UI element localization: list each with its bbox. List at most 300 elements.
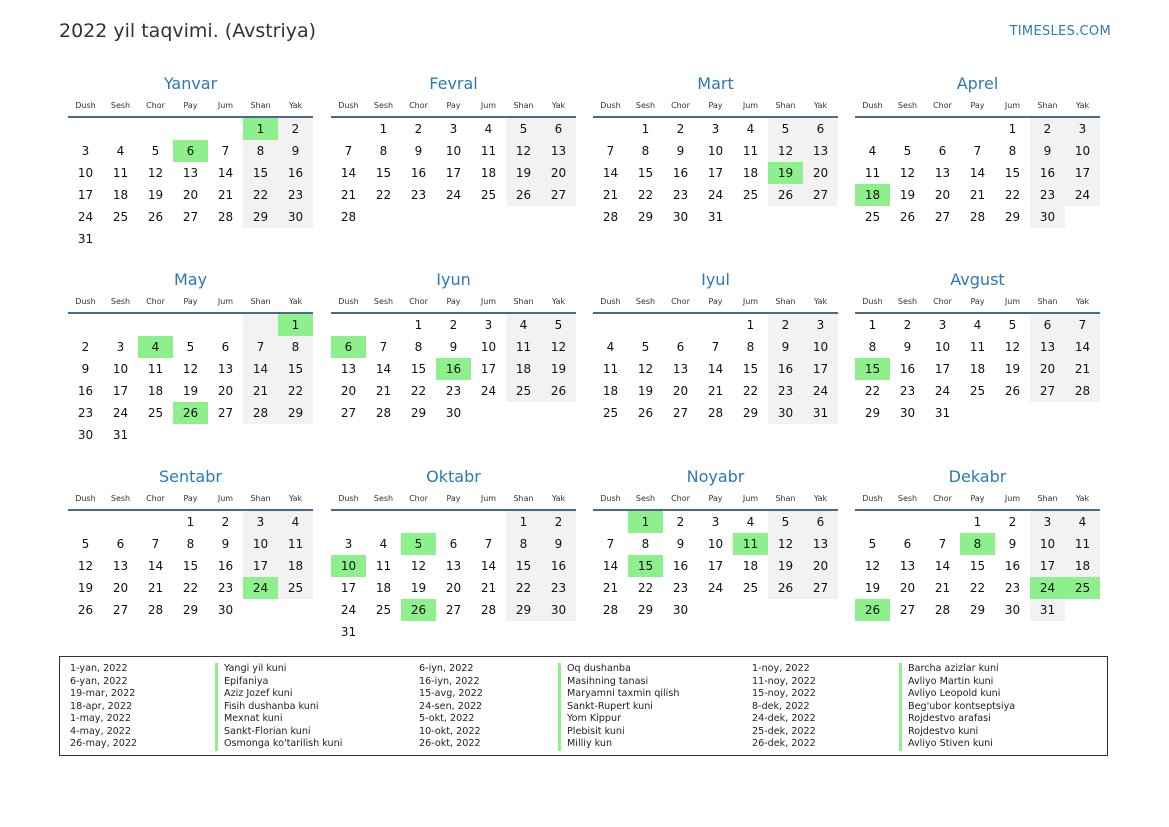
day-cell[interactable]: 9: [221, 537, 230, 551]
day-cell[interactable]: 9: [541, 533, 576, 555]
day-cell[interactable]: 7: [151, 537, 160, 551]
day-cell[interactable]: 17: [480, 362, 497, 376]
day-cell[interactable]: 27: [182, 210, 199, 224]
day-cell[interactable]: 12: [410, 559, 427, 573]
day-cell[interactable]: 1: [414, 318, 423, 332]
day-cell[interactable]: 24: [340, 603, 357, 617]
day-cell[interactable]: 2: [414, 122, 423, 136]
day-cell[interactable]: 13: [217, 362, 234, 376]
day-cell[interactable]: 1: [973, 515, 982, 529]
day-cell[interactable]: 14: [707, 362, 724, 376]
holiday-day-cell[interactable]: 16: [436, 358, 471, 380]
day-cell[interactable]: 12: [182, 362, 199, 376]
day-cell[interactable]: 31: [1030, 599, 1065, 621]
day-cell[interactable]: 9: [903, 340, 912, 354]
day-cell[interactable]: 28: [602, 603, 619, 617]
day-cell[interactable]: 3: [344, 537, 353, 551]
day-cell[interactable]: 16: [541, 555, 576, 577]
day-cell[interactable]: 18: [1065, 555, 1100, 577]
day-cell[interactable]: 4: [379, 537, 388, 551]
holiday-day-cell[interactable]: 18: [855, 184, 890, 206]
day-cell[interactable]: 14: [375, 362, 392, 376]
day-cell[interactable]: 15: [506, 555, 541, 577]
day-cell[interactable]: 8: [641, 537, 650, 551]
day-cell[interactable]: 4: [973, 318, 982, 332]
day-cell[interactable]: 31: [803, 402, 838, 424]
day-cell[interactable]: 24: [803, 380, 838, 402]
day-cell[interactable]: 25: [112, 210, 129, 224]
day-cell[interactable]: 6: [803, 118, 838, 140]
day-cell[interactable]: 6: [903, 537, 912, 551]
day-cell[interactable]: 27: [899, 603, 916, 617]
day-cell[interactable]: 28: [217, 210, 234, 224]
day-cell[interactable]: 12: [147, 166, 164, 180]
day-cell[interactable]: 20: [803, 555, 838, 577]
day-cell[interactable]: 25: [278, 577, 313, 599]
day-cell[interactable]: 12: [1004, 340, 1021, 354]
day-cell[interactable]: 22: [278, 380, 313, 402]
day-cell[interactable]: 11: [480, 144, 497, 158]
day-cell[interactable]: 16: [410, 166, 427, 180]
day-cell[interactable]: 2: [676, 515, 685, 529]
day-cell[interactable]: 21: [243, 380, 278, 402]
day-cell[interactable]: 28: [707, 406, 724, 420]
day-cell[interactable]: 2: [221, 515, 230, 529]
day-cell[interactable]: 23: [445, 384, 462, 398]
day-cell[interactable]: 4: [606, 340, 615, 354]
day-cell[interactable]: 19: [77, 581, 94, 595]
day-cell[interactable]: 21: [707, 384, 724, 398]
day-cell[interactable]: 1: [868, 318, 877, 332]
day-cell[interactable]: 17: [707, 166, 724, 180]
day-cell[interactable]: 20: [934, 188, 951, 202]
day-cell[interactable]: 21: [217, 188, 234, 202]
day-cell[interactable]: 15: [969, 559, 986, 573]
day-cell[interactable]: 9: [278, 140, 313, 162]
day-cell[interactable]: 22: [375, 188, 392, 202]
holiday-day-cell[interactable]: 1: [628, 511, 663, 533]
day-cell[interactable]: 10: [707, 144, 724, 158]
day-cell[interactable]: 23: [1030, 184, 1065, 206]
day-cell[interactable]: 17: [1030, 555, 1065, 577]
day-cell[interactable]: 20: [899, 581, 916, 595]
day-cell[interactable]: 18: [506, 358, 541, 380]
day-cell[interactable]: 8: [186, 537, 195, 551]
day-cell[interactable]: 8: [506, 533, 541, 555]
day-cell[interactable]: 3: [1065, 118, 1100, 140]
day-cell[interactable]: 23: [768, 380, 803, 402]
day-cell[interactable]: 27: [672, 406, 689, 420]
day-cell[interactable]: 5: [541, 314, 576, 336]
holiday-day-cell[interactable]: 5: [401, 533, 436, 555]
day-cell[interactable]: 28: [243, 402, 278, 424]
day-cell[interactable]: 20: [541, 162, 576, 184]
day-cell[interactable]: 5: [768, 511, 803, 533]
holiday-day-cell[interactable]: 24: [1030, 577, 1065, 599]
day-cell[interactable]: 31: [934, 406, 951, 420]
day-cell[interactable]: 7: [484, 537, 493, 551]
day-cell[interactable]: 15: [1004, 166, 1021, 180]
day-cell[interactable]: 8: [278, 336, 313, 358]
day-cell[interactable]: 29: [182, 603, 199, 617]
day-cell[interactable]: 16: [1030, 162, 1065, 184]
day-cell[interactable]: 2: [541, 511, 576, 533]
holiday-day-cell[interactable]: 11: [733, 533, 768, 555]
day-cell[interactable]: 9: [768, 336, 803, 358]
day-cell[interactable]: 14: [217, 166, 234, 180]
day-cell[interactable]: 26: [768, 577, 803, 599]
day-cell[interactable]: 2: [449, 318, 458, 332]
day-cell[interactable]: 15: [243, 162, 278, 184]
day-cell[interactable]: 12: [768, 140, 803, 162]
day-cell[interactable]: 22: [969, 581, 986, 595]
day-cell[interactable]: 22: [742, 384, 759, 398]
day-cell[interactable]: 2: [676, 122, 685, 136]
day-cell[interactable]: 18: [278, 555, 313, 577]
day-cell[interactable]: 11: [112, 166, 129, 180]
day-cell[interactable]: 21: [934, 581, 951, 595]
day-cell[interactable]: 20: [182, 188, 199, 202]
day-cell[interactable]: 6: [938, 144, 947, 158]
day-cell[interactable]: 4: [868, 144, 877, 158]
day-cell[interactable]: 25: [864, 210, 881, 224]
day-cell[interactable]: 29: [243, 206, 278, 228]
day-cell[interactable]: 11: [969, 340, 986, 354]
day-cell[interactable]: 7: [938, 537, 947, 551]
day-cell[interactable]: 13: [541, 140, 576, 162]
day-cell[interactable]: 1: [746, 318, 755, 332]
day-cell[interactable]: 12: [864, 559, 881, 573]
day-cell[interactable]: 20: [803, 162, 838, 184]
day-cell[interactable]: 21: [340, 188, 357, 202]
day-cell[interactable]: 6: [1030, 314, 1065, 336]
day-cell[interactable]: 26: [506, 184, 541, 206]
day-cell[interactable]: 18: [480, 166, 497, 180]
day-cell[interactable]: 29: [506, 599, 541, 621]
day-cell[interactable]: 7: [221, 144, 230, 158]
day-cell[interactable]: 27: [934, 210, 951, 224]
day-cell[interactable]: 11: [742, 144, 759, 158]
day-cell[interactable]: 10: [1030, 533, 1065, 555]
day-cell[interactable]: 20: [672, 384, 689, 398]
day-cell[interactable]: 13: [672, 362, 689, 376]
day-cell[interactable]: 28: [340, 210, 357, 224]
holiday-day-cell[interactable]: 1: [243, 118, 278, 140]
day-cell[interactable]: 20: [217, 384, 234, 398]
day-cell[interactable]: 8: [868, 340, 877, 354]
day-cell[interactable]: 7: [243, 336, 278, 358]
day-cell[interactable]: 5: [1008, 318, 1017, 332]
day-cell[interactable]: 2: [81, 340, 90, 354]
day-cell[interactable]: 16: [1004, 559, 1021, 573]
day-cell[interactable]: 2: [278, 118, 313, 140]
day-cell[interactable]: 8: [243, 140, 278, 162]
day-cell[interactable]: 4: [506, 314, 541, 336]
day-cell[interactable]: 21: [147, 581, 164, 595]
day-cell[interactable]: 24: [934, 384, 951, 398]
day-cell[interactable]: 16: [278, 162, 313, 184]
day-cell[interactable]: 21: [375, 384, 392, 398]
day-cell[interactable]: 13: [445, 559, 462, 573]
day-cell[interactable]: 29: [410, 406, 427, 420]
day-cell[interactable]: 10: [445, 144, 462, 158]
day-cell[interactable]: 13: [182, 166, 199, 180]
day-cell[interactable]: 6: [803, 511, 838, 533]
day-cell[interactable]: 2: [768, 314, 803, 336]
day-cell[interactable]: 4: [746, 515, 755, 529]
day-cell[interactable]: 18: [969, 362, 986, 376]
day-cell[interactable]: 14: [243, 358, 278, 380]
day-cell[interactable]: 28: [375, 406, 392, 420]
day-cell[interactable]: 6: [541, 118, 576, 140]
day-cell[interactable]: 26: [768, 184, 803, 206]
day-cell[interactable]: 17: [934, 362, 951, 376]
day-cell[interactable]: 18: [375, 581, 392, 595]
day-cell[interactable]: 10: [112, 362, 129, 376]
day-cell[interactable]: 11: [278, 533, 313, 555]
day-cell[interactable]: 30: [217, 603, 234, 617]
day-cell[interactable]: 19: [899, 188, 916, 202]
holiday-day-cell[interactable]: 6: [173, 140, 208, 162]
day-cell[interactable]: 30: [541, 599, 576, 621]
day-cell[interactable]: 11: [864, 166, 881, 180]
day-cell[interactable]: 14: [934, 559, 951, 573]
day-cell[interactable]: 5: [868, 537, 877, 551]
day-cell[interactable]: 21: [602, 188, 619, 202]
day-cell[interactable]: 12: [77, 559, 94, 573]
day-cell[interactable]: 9: [676, 537, 685, 551]
day-cell[interactable]: 25: [742, 188, 759, 202]
day-cell[interactable]: 24: [1065, 184, 1100, 206]
day-cell[interactable]: 19: [637, 384, 654, 398]
day-cell[interactable]: 27: [803, 577, 838, 599]
day-cell[interactable]: 12: [899, 166, 916, 180]
day-cell[interactable]: 7: [1065, 314, 1100, 336]
day-cell[interactable]: 10: [77, 166, 94, 180]
day-cell[interactable]: 17: [77, 188, 94, 202]
day-cell[interactable]: 23: [77, 406, 94, 420]
day-cell[interactable]: 5: [641, 340, 650, 354]
day-cell[interactable]: 20: [340, 384, 357, 398]
day-cell[interactable]: 17: [707, 559, 724, 573]
day-cell[interactable]: 3: [484, 318, 493, 332]
day-cell[interactable]: 10: [1065, 140, 1100, 162]
day-cell[interactable]: 3: [803, 314, 838, 336]
day-cell[interactable]: 22: [637, 188, 654, 202]
holiday-day-cell[interactable]: 10: [331, 555, 366, 577]
day-cell[interactable]: 31: [340, 625, 357, 639]
day-cell[interactable]: 28: [1065, 380, 1100, 402]
day-cell[interactable]: 31: [77, 232, 94, 246]
day-cell[interactable]: 15: [278, 358, 313, 380]
day-cell[interactable]: 15: [182, 559, 199, 573]
day-cell[interactable]: 23: [410, 188, 427, 202]
day-cell[interactable]: 23: [899, 384, 916, 398]
day-cell[interactable]: 25: [602, 406, 619, 420]
day-cell[interactable]: 29: [278, 402, 313, 424]
day-cell[interactable]: 6: [676, 340, 685, 354]
holiday-day-cell[interactable]: 4: [138, 336, 173, 358]
day-cell[interactable]: 23: [217, 581, 234, 595]
day-cell[interactable]: 30: [445, 406, 462, 420]
day-cell[interactable]: 10: [934, 340, 951, 354]
day-cell[interactable]: 23: [1004, 581, 1021, 595]
day-cell[interactable]: 30: [899, 406, 916, 420]
day-cell[interactable]: 23: [672, 188, 689, 202]
day-cell[interactable]: 16: [77, 384, 94, 398]
day-cell[interactable]: 27: [803, 184, 838, 206]
day-cell[interactable]: 8: [414, 340, 423, 354]
day-cell[interactable]: 13: [803, 533, 838, 555]
day-cell[interactable]: 20: [445, 581, 462, 595]
day-cell[interactable]: 29: [637, 603, 654, 617]
day-cell[interactable]: 17: [1065, 162, 1100, 184]
day-cell[interactable]: 1: [379, 122, 388, 136]
day-cell[interactable]: 6: [116, 537, 125, 551]
day-cell[interactable]: 18: [147, 384, 164, 398]
day-cell[interactable]: 1: [641, 122, 650, 136]
day-cell[interactable]: 10: [243, 533, 278, 555]
day-cell[interactable]: 24: [112, 406, 129, 420]
day-cell[interactable]: 25: [742, 581, 759, 595]
day-cell[interactable]: 10: [480, 340, 497, 354]
day-cell[interactable]: 5: [186, 340, 195, 354]
day-cell[interactable]: 18: [112, 188, 129, 202]
day-cell[interactable]: 14: [602, 559, 619, 573]
holiday-day-cell[interactable]: 6: [331, 336, 366, 358]
day-cell[interactable]: 22: [637, 581, 654, 595]
day-cell[interactable]: 18: [742, 559, 759, 573]
day-cell[interactable]: 8: [746, 340, 755, 354]
day-cell[interactable]: 19: [506, 162, 541, 184]
day-cell[interactable]: 2: [1008, 515, 1017, 529]
day-cell[interactable]: 4: [746, 122, 755, 136]
day-cell[interactable]: 9: [81, 362, 90, 376]
day-cell[interactable]: 30: [278, 206, 313, 228]
day-cell[interactable]: 17: [340, 581, 357, 595]
day-cell[interactable]: 21: [1065, 358, 1100, 380]
day-cell[interactable]: 6: [221, 340, 230, 354]
day-cell[interactable]: 27: [445, 603, 462, 617]
day-cell[interactable]: 9: [414, 144, 423, 158]
day-cell[interactable]: 30: [1004, 603, 1021, 617]
day-cell[interactable]: 28: [480, 603, 497, 617]
day-cell[interactable]: 29: [742, 406, 759, 420]
holiday-day-cell[interactable]: 1: [278, 314, 313, 336]
day-cell[interactable]: 24: [707, 188, 724, 202]
day-cell[interactable]: 20: [112, 581, 129, 595]
day-cell[interactable]: 7: [711, 340, 720, 354]
day-cell[interactable]: 15: [375, 166, 392, 180]
day-cell[interactable]: 21: [969, 188, 986, 202]
day-cell[interactable]: 30: [1030, 206, 1065, 228]
day-cell[interactable]: 19: [864, 581, 881, 595]
holiday-day-cell[interactable]: 26: [855, 599, 890, 621]
day-cell[interactable]: 7: [606, 537, 615, 551]
day-cell[interactable]: 30: [672, 603, 689, 617]
day-cell[interactable]: 19: [147, 188, 164, 202]
holiday-day-cell[interactable]: 15: [628, 555, 663, 577]
day-cell[interactable]: 29: [1004, 210, 1021, 224]
day-cell[interactable]: 13: [934, 166, 951, 180]
day-cell[interactable]: 13: [1030, 336, 1065, 358]
day-cell[interactable]: 20: [1030, 358, 1065, 380]
day-cell[interactable]: 17: [445, 166, 462, 180]
day-cell[interactable]: 30: [672, 210, 689, 224]
day-cell[interactable]: 21: [602, 581, 619, 595]
day-cell[interactable]: 2: [1030, 118, 1065, 140]
day-cell[interactable]: 4: [484, 122, 493, 136]
day-cell[interactable]: 17: [803, 358, 838, 380]
day-cell[interactable]: 13: [803, 140, 838, 162]
day-cell[interactable]: 5: [151, 144, 160, 158]
day-cell[interactable]: 22: [1004, 188, 1021, 202]
day-cell[interactable]: 26: [147, 210, 164, 224]
site-link[interactable]: TIMESLES.COM: [1009, 24, 1111, 39]
day-cell[interactable]: 7: [973, 144, 982, 158]
day-cell[interactable]: 10: [803, 336, 838, 358]
holiday-day-cell[interactable]: 24: [243, 577, 278, 599]
day-cell[interactable]: 29: [969, 603, 986, 617]
day-cell[interactable]: 15: [410, 362, 427, 376]
day-cell[interactable]: 4: [1065, 511, 1100, 533]
day-cell[interactable]: 27: [1030, 380, 1065, 402]
day-cell[interactable]: 14: [602, 166, 619, 180]
day-cell[interactable]: 15: [742, 362, 759, 376]
day-cell[interactable]: 29: [864, 406, 881, 420]
day-cell[interactable]: 4: [278, 511, 313, 533]
day-cell[interactable]: 14: [969, 166, 986, 180]
day-cell[interactable]: 14: [1065, 336, 1100, 358]
day-cell[interactable]: 25: [506, 380, 541, 402]
day-cell[interactable]: 22: [243, 184, 278, 206]
day-cell[interactable]: 13: [899, 559, 916, 573]
day-cell[interactable]: 3: [116, 340, 125, 354]
day-cell[interactable]: 3: [243, 511, 278, 533]
day-cell[interactable]: 8: [1008, 144, 1017, 158]
day-cell[interactable]: 25: [147, 406, 164, 420]
day-cell[interactable]: 1: [186, 515, 195, 529]
day-cell[interactable]: 10: [707, 537, 724, 551]
day-cell[interactable]: 1: [1008, 122, 1017, 136]
day-cell[interactable]: 12: [637, 362, 654, 376]
day-cell[interactable]: 5: [81, 537, 90, 551]
day-cell[interactable]: 6: [449, 537, 458, 551]
day-cell[interactable]: 25: [375, 603, 392, 617]
holiday-day-cell[interactable]: 26: [401, 599, 436, 621]
day-cell[interactable]: 16: [899, 362, 916, 376]
holiday-day-cell[interactable]: 25: [1065, 577, 1100, 599]
day-cell[interactable]: 26: [1004, 384, 1021, 398]
day-cell[interactable]: 8: [641, 144, 650, 158]
day-cell[interactable]: 11: [147, 362, 164, 376]
day-cell[interactable]: 29: [637, 210, 654, 224]
day-cell[interactable]: 22: [506, 577, 541, 599]
day-cell[interactable]: 24: [445, 188, 462, 202]
day-cell[interactable]: 12: [768, 533, 803, 555]
day-cell[interactable]: 18: [602, 384, 619, 398]
day-cell[interactable]: 16: [672, 559, 689, 573]
day-cell[interactable]: 24: [707, 581, 724, 595]
day-cell[interactable]: 25: [969, 384, 986, 398]
day-cell[interactable]: 22: [410, 384, 427, 398]
day-cell[interactable]: 8: [379, 144, 388, 158]
day-cell[interactable]: 17: [243, 555, 278, 577]
day-cell[interactable]: 28: [147, 603, 164, 617]
day-cell[interactable]: 23: [541, 577, 576, 599]
day-cell[interactable]: 3: [81, 144, 90, 158]
day-cell[interactable]: 11: [506, 336, 541, 358]
